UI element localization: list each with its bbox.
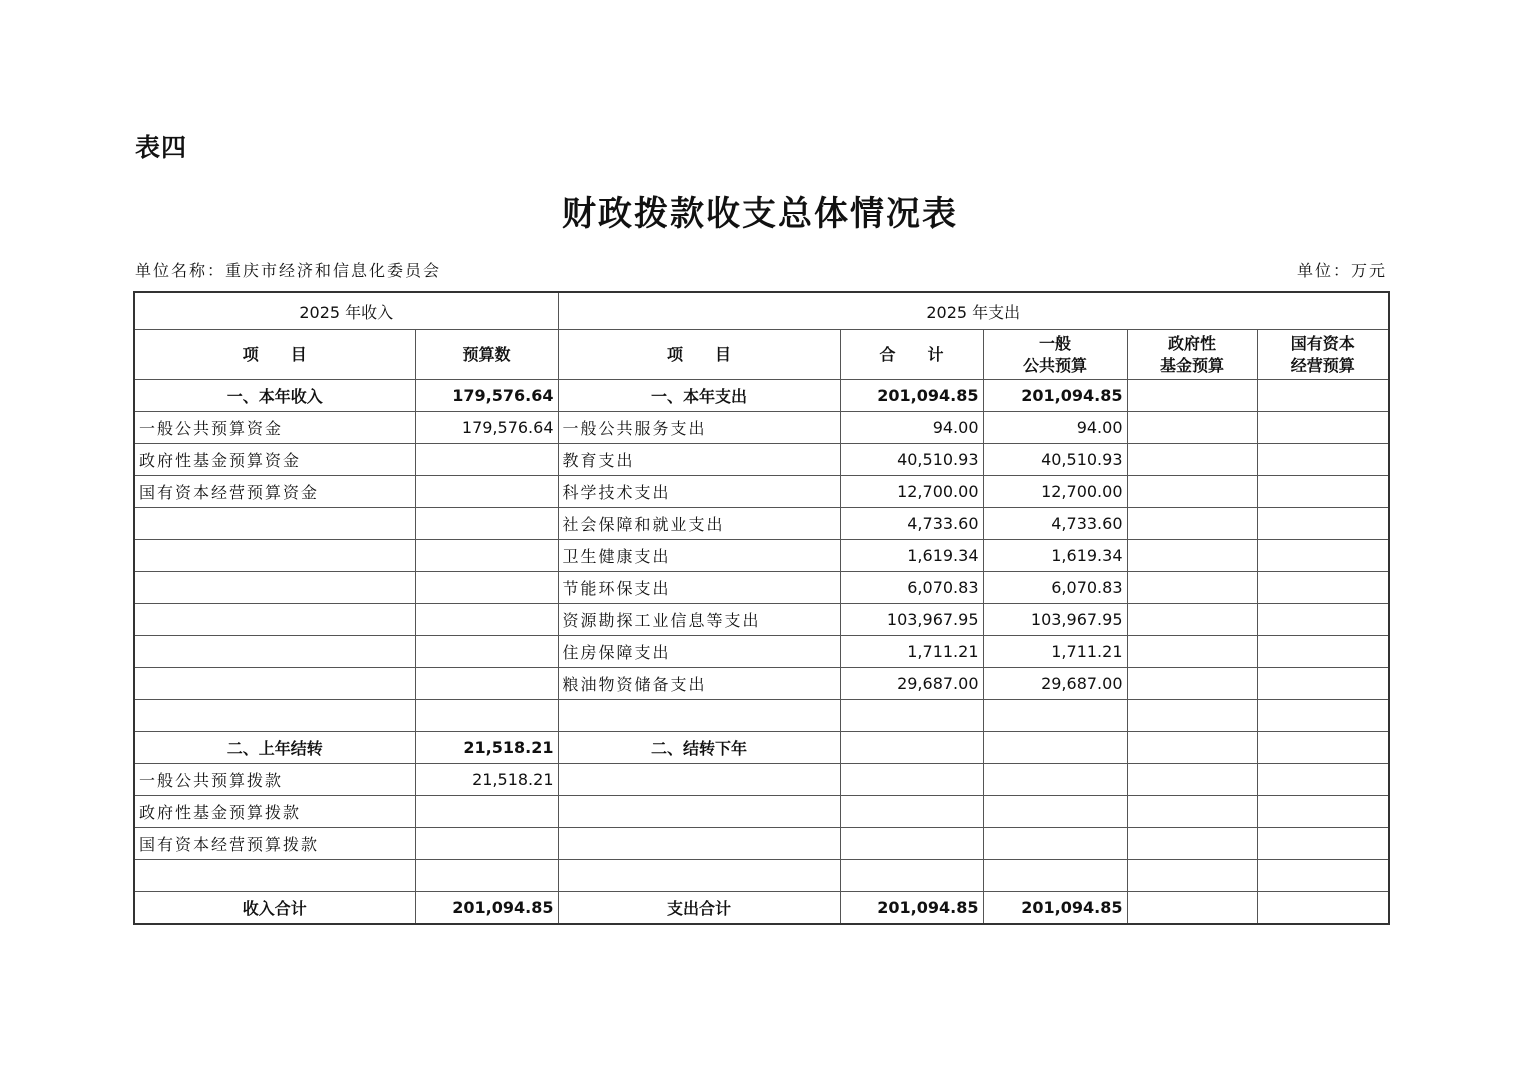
income-item-cell: 国有资本经营预算拨款 [134,828,415,860]
expense-item-cell: 资源勘探工业信息等支出 [558,604,840,636]
col-total: 合 计 [840,330,983,380]
fund-budget-cell [1127,572,1257,604]
expense-item-cell: 教育支出 [558,444,840,476]
income-value-cell [415,444,558,476]
total-value-cell: 6,070.83 [840,572,983,604]
total-value-cell [840,732,983,764]
table-row [134,668,1389,700]
expense-item-cell: 节能环保支出 [558,572,840,604]
unit-label: 单位：万元 [1296,261,1387,280]
total-value-cell: 1,711.21 [840,636,983,668]
expense-header: 2025 年支出 [558,292,1389,330]
column-header-row [134,330,1389,380]
income-value-cell: 201,094.85 [415,892,558,925]
table-row [134,636,1389,668]
fund-budget-cell [1127,700,1257,732]
col-state-capital-budget: 国有资本 经营预算 [1257,330,1389,380]
table-row [134,380,1389,412]
table-row [134,732,1389,764]
state-capital-cell [1257,732,1389,764]
budget-table [133,291,1390,925]
expense-item-cell [558,796,840,828]
total-value-cell: 40,510.93 [840,444,983,476]
table-row [134,796,1389,828]
income-item-cell: 一、本年收入 [134,380,415,412]
income-item-cell [134,636,415,668]
table-row [134,860,1389,892]
state-capital-cell [1257,668,1389,700]
table-row [134,892,1389,925]
general-budget-cell: 4,733.60 [983,508,1127,540]
general-budget-cell: 201,094.85 [983,380,1127,412]
expense-item-cell: 一般公共服务支出 [558,412,840,444]
general-budget-cell [983,732,1127,764]
income-item-cell: 国有资本经营预算资金 [134,476,415,508]
table-row [134,764,1389,796]
table-row [134,540,1389,572]
income-value-cell [415,604,558,636]
state-capital-cell [1257,892,1389,925]
income-item-cell [134,860,415,892]
state-capital-cell [1257,700,1389,732]
expense-item-cell [558,700,840,732]
state-capital-cell [1257,828,1389,860]
general-budget-cell [983,860,1127,892]
general-budget-cell [983,700,1127,732]
income-item-cell [134,572,415,604]
expense-item-cell [558,828,840,860]
fund-budget-cell [1127,412,1257,444]
state-capital-cell [1257,860,1389,892]
fund-budget-cell [1127,380,1257,412]
income-item-cell: 政府性基金预算拨款 [134,796,415,828]
income-value-cell [415,508,558,540]
total-value-cell [840,700,983,732]
general-budget-cell: 12,700.00 [983,476,1127,508]
fund-budget-cell [1127,604,1257,636]
income-item-cell [134,700,415,732]
table-body [134,292,1389,924]
total-value-cell: 4,733.60 [840,508,983,540]
fund-budget-cell [1127,892,1257,925]
fund-budget-cell [1127,860,1257,892]
state-capital-cell [1257,796,1389,828]
general-budget-cell: 40,510.93 [983,444,1127,476]
general-budget-cell [983,828,1127,860]
fund-budget-cell [1127,732,1257,764]
state-capital-cell [1257,572,1389,604]
state-capital-cell [1257,764,1389,796]
col-general-budget: 一般 公共预算 [983,330,1127,380]
income-value-cell [415,668,558,700]
total-value-cell [840,796,983,828]
income-value-cell: 21,518.21 [415,764,558,796]
expense-item-cell: 支出合计 [558,892,840,925]
expense-item-cell [558,860,840,892]
state-capital-cell [1257,380,1389,412]
income-item-cell [134,508,415,540]
fund-budget-cell [1127,476,1257,508]
expense-item-cell: 住房保障支出 [558,636,840,668]
general-budget-cell [983,796,1127,828]
income-value-cell [415,540,558,572]
general-budget-cell: 1,619.34 [983,540,1127,572]
total-value-cell: 201,094.85 [840,380,983,412]
income-item-cell [134,604,415,636]
expense-item-cell: 二、结转下年 [558,732,840,764]
state-capital-cell [1257,476,1389,508]
expense-item-cell: 粮油物资储备支出 [558,668,840,700]
state-capital-cell [1257,604,1389,636]
income-item-cell: 一般公共预算资金 [134,412,415,444]
income-value-cell [415,700,558,732]
income-item-cell: 一般公共预算拨款 [134,764,415,796]
total-value-cell [840,860,983,892]
total-value-cell: 201,094.85 [840,892,983,925]
income-item-cell [134,540,415,572]
doc-label: 表四 [135,133,188,162]
fund-budget-cell [1127,508,1257,540]
expense-item-cell: 卫生健康支出 [558,540,840,572]
expense-item-cell: 社会保障和就业支出 [558,508,840,540]
col-expense-item: 项 目 [558,330,840,380]
income-value-cell [415,572,558,604]
state-capital-cell [1257,412,1389,444]
fund-budget-cell [1127,636,1257,668]
expense-item-cell [558,764,840,796]
fund-budget-cell [1127,764,1257,796]
general-budget-cell: 201,094.85 [983,892,1127,925]
general-budget-cell: 6,070.83 [983,572,1127,604]
income-value-cell [415,636,558,668]
income-value-cell [415,796,558,828]
table-row [134,828,1389,860]
income-value-cell: 179,576.64 [415,412,558,444]
total-value-cell: 103,967.95 [840,604,983,636]
state-capital-cell [1257,508,1389,540]
section-header-row [134,292,1389,330]
total-value-cell [840,764,983,796]
expense-item-cell: 一、本年支出 [558,380,840,412]
table-row [134,604,1389,636]
table-row [134,444,1389,476]
col-income-budget: 预算数 [415,330,558,380]
unit-name: 单位名称：重庆市经济和信息化委员会 [135,261,442,280]
total-value-cell: 94.00 [840,412,983,444]
general-budget-cell: 103,967.95 [983,604,1127,636]
income-item-cell: 收入合计 [134,892,415,925]
col-fund-budget: 政府性 基金预算 [1127,330,1257,380]
table-row [134,412,1389,444]
general-budget-cell: 1,711.21 [983,636,1127,668]
table-row [134,508,1389,540]
state-capital-cell [1257,540,1389,572]
income-header: 2025 年收入 [134,292,558,330]
total-value-cell: 29,687.00 [840,668,983,700]
col-income-item: 项 目 [134,330,415,380]
fund-budget-cell [1127,444,1257,476]
table-row [134,572,1389,604]
income-value-cell [415,828,558,860]
income-value-cell [415,860,558,892]
page-title: 财政拨款收支总体情况表 [562,194,958,234]
income-item-cell: 二、上年结转 [134,732,415,764]
table-row [134,476,1389,508]
state-capital-cell [1257,444,1389,476]
total-value-cell [840,828,983,860]
general-budget-cell: 29,687.00 [983,668,1127,700]
income-value-cell: 179,576.64 [415,380,558,412]
total-value-cell: 12,700.00 [840,476,983,508]
state-capital-cell [1257,636,1389,668]
expense-item-cell: 科学技术支出 [558,476,840,508]
general-budget-cell [983,764,1127,796]
total-value-cell: 1,619.34 [840,540,983,572]
fund-budget-cell [1127,828,1257,860]
income-item-cell: 政府性基金预算资金 [134,444,415,476]
table-row [134,700,1389,732]
fund-budget-cell [1127,540,1257,572]
general-budget-cell: 94.00 [983,412,1127,444]
income-value-cell: 21,518.21 [415,732,558,764]
fund-budget-cell [1127,796,1257,828]
income-item-cell [134,668,415,700]
fund-budget-cell [1127,668,1257,700]
income-value-cell [415,476,558,508]
